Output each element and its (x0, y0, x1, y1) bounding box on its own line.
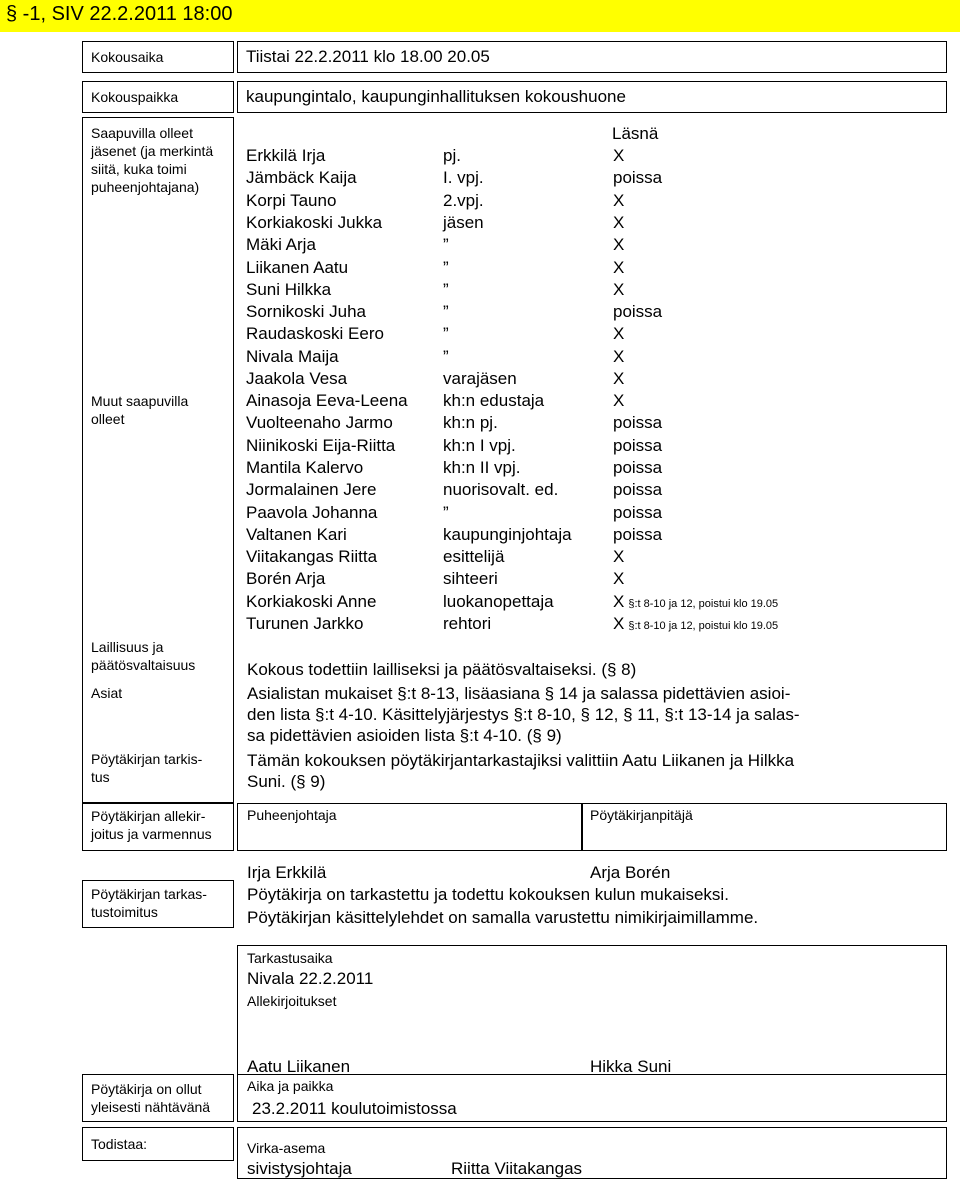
virka-asema-value: sivistysjohtaja (247, 1159, 352, 1178)
attendee-role: esittelijä (443, 547, 505, 567)
attendee-status (613, 168, 662, 188)
attendee-name: Valtanen Kari (246, 524, 347, 544)
attendee-note: §:t 8-10 ja 12, poistui klo 19.05 (628, 597, 779, 610)
label-allekirjoitus: Pöytäkirjan allekir- joitus ja varmennus (91, 808, 212, 842)
attendee-role: ” (443, 235, 449, 255)
tarkastus-line-2: Pöytäkirjan käsittelylehdet on samalla varustettu nimikirjaimillamme. (247, 908, 759, 927)
attendee-role: ” (443, 302, 449, 322)
attendee-role: kh:n II vpj. (443, 457, 521, 477)
attendee-name: Ainasoja Eeva-Leena (246, 391, 408, 410)
label-todistaa: Todistaa: (91, 1136, 148, 1152)
attendee-status (613, 146, 624, 166)
aika-ja-paikka-label: Aika ja paikka (247, 1078, 334, 1094)
attendee-role: jäsen (443, 212, 484, 232)
attendee-name: Erkkilä Irja (246, 146, 326, 165)
attendee-name: Liikanen Aatu (246, 257, 349, 277)
tarkastusaika-value: Nivala 22.2.2011 (247, 969, 374, 988)
attendee-status-value: X (613, 569, 625, 589)
attendee-role: 2.vpj. (443, 190, 484, 210)
attendee-status (613, 324, 624, 344)
tarkastaja-2-name: Hikka Suni (590, 1057, 672, 1076)
attendee-status (613, 191, 624, 211)
attendee-role: nuorisovalt. ed. (443, 480, 559, 500)
label-tarkastus: Pöytäkirjan tarkas- tustoimitus (91, 886, 207, 920)
attendee-name: Suni Hilkka (246, 279, 332, 299)
attendee-role: kh:n pj. (443, 413, 498, 433)
puheenjohtaja-name: Irja Erkkilä (247, 863, 327, 882)
attendee-status (613, 458, 662, 478)
attendee-status-value: X (613, 190, 625, 210)
todistaja-name: Riitta Viitakangas (451, 1159, 583, 1178)
attendee-role: rehtori (443, 614, 492, 633)
tarkastusaika-label: Tarkastusaika (247, 950, 333, 966)
attendee-status (613, 614, 778, 634)
attendee-role: I. vpj. (443, 168, 484, 188)
attendee-name: Turunen Jarkko (246, 614, 364, 633)
attendee-name: Vuolteenaho Jarmo (246, 413, 393, 433)
attendee-status-value: X (613, 547, 625, 567)
attendee-status-value: X (613, 257, 625, 277)
asiat-text: Asialistan mukaiset §:t 8-13, lisäasiana § 14 ja salassa pidettävien asioi- den lista §:t 4-10. Käsittelyjärjestys §:t 8-10, § 12, § 11, §:t 13-14 ja salas- sa pidettävien asioiden lista §:t 4-10. (§ 9) (247, 684, 800, 745)
attendee-status-value: X (613, 614, 625, 633)
laillisuus-text: Kokous todettiin lailliseksi ja päätösvaltaiseksi. (§ 8) (247, 660, 637, 679)
attendee-name: Borén Arja (246, 569, 326, 589)
attendee-status-value: X (613, 235, 625, 255)
document-header: § -1, SIV 22.2.2011 18:00 (6, 3, 233, 25)
attendee-name: Jormalainen Jere (246, 480, 377, 500)
attendance-header: Läsnä (612, 124, 659, 143)
attendee-status (613, 302, 662, 322)
label-tarkistus: Pöytäkirjan tarkis- tus (91, 751, 203, 785)
attendee-status (613, 391, 624, 411)
attendee-status (613, 369, 624, 389)
attendee-name: Paavola Johanna (246, 502, 378, 522)
attendee-status (613, 525, 662, 545)
attendee-name: Sornikoski Juha (246, 302, 367, 322)
attendee-status-value: X (613, 346, 625, 366)
attendee-status (613, 436, 662, 456)
puheenjohtaja-label: Puheenjohtaja (247, 807, 337, 823)
tarkastus-box (237, 945, 947, 1075)
attendee-status-value: poissa (613, 502, 663, 522)
attendee-role: varajäsen (443, 369, 517, 388)
attendee-role: pj. (443, 146, 461, 165)
attendee-role: kh:n edustaja (443, 391, 545, 410)
attendee-name: Korpi Tauno (246, 190, 337, 210)
label-kokouspaikka: Kokouspaikka (91, 89, 179, 105)
attendee-status (613, 280, 624, 300)
attendee-status-value: poissa (613, 302, 663, 322)
attendee-name: Jämbäck Kaija (246, 168, 357, 188)
attendee-name: Raudaskoski Eero (246, 324, 384, 344)
attendee-note: §:t 8-10 ja 12, poistui klo 19.05 (628, 620, 779, 632)
attendee-status (613, 592, 778, 612)
attendee-status-value: X (613, 591, 625, 611)
header-bar (0, 0, 960, 32)
attendee-status (613, 503, 662, 523)
attendee-status (613, 569, 624, 589)
attendee-name: Nivala Maija (246, 346, 339, 366)
attendee-status-value: poissa (613, 435, 663, 455)
attendee-status-value: poissa (613, 413, 663, 433)
attendee-role: ” (443, 279, 449, 299)
meeting-place: kaupungintalo, kaupunginhallituksen kokoushuone (246, 87, 626, 106)
attendee-status-value: poissa (613, 168, 663, 188)
attendee-status-value: X (613, 212, 625, 232)
attendee-name: Niinikoski Eija-Riitta (246, 435, 396, 455)
attendee-status (613, 235, 624, 255)
label-laillisuus: Laillisuus ja päätösvaltaisuus (91, 639, 196, 673)
tarkastaja-1-name: Aatu Liikanen (247, 1057, 351, 1076)
attendee-status-value: poissa (613, 457, 663, 477)
attendee-name: Viitakangas Riitta (246, 547, 378, 567)
attendee-status-value: X (613, 391, 625, 410)
attendee-status (613, 258, 624, 278)
attendee-role: luokanopettaja (443, 591, 554, 611)
attendee-status-value: X (613, 146, 625, 165)
attendee-status (613, 413, 662, 433)
attendee-role: ” (443, 346, 449, 366)
attendee-status (613, 347, 624, 367)
attendee-role: ” (443, 257, 449, 277)
attendee-role: sihteeri (443, 569, 498, 589)
attendee-status (613, 213, 624, 233)
attendee-status-value: X (613, 324, 625, 344)
aika-ja-paikka-value: 23.2.2011 koulutoimistossa (252, 1099, 457, 1118)
attendee-status-value: X (613, 369, 625, 388)
attendee-role: ” (443, 502, 449, 522)
attendee-name: Jaakola Vesa (246, 369, 348, 388)
attendee-name: Korkiakoski Anne (246, 591, 377, 611)
attendee-role: kh:n I vpj. (443, 435, 516, 455)
attendee-status-value: poissa (613, 524, 663, 544)
label-kokousaika: Kokousaika (91, 49, 164, 65)
attendee-name: Mantila Kalervo (246, 457, 364, 477)
allekirjoitukset-label: Allekirjoitukset (247, 993, 337, 1009)
attendee-status (613, 480, 662, 500)
tarkistus-text: Tämän kokouksen pöytäkirjantarkastajiksi valittiin Aatu Liikanen ja Hilkka Suni. (§ 9) (247, 751, 795, 791)
attendee-status (613, 547, 624, 567)
label-nahtavana: Pöytäkirja on ollut yleisesti nähtävänä (91, 1081, 211, 1115)
label-muut: Muut saapuvilla olleet (91, 393, 189, 427)
label-asiat: Asiat (91, 685, 123, 701)
attendee-role: ” (443, 324, 449, 344)
meeting-time: Tiistai 22.2.2011 klo 18.00 20.05 (246, 47, 490, 66)
attendee-name: Mäki Arja (246, 235, 316, 255)
attendee-status-value: X (613, 279, 625, 299)
attendee-name: Korkiakoski Jukka (246, 212, 383, 232)
attendee-status-value: poissa (613, 480, 663, 500)
tarkastus-line-1: Pöytäkirja on tarkastettu ja todettu kokouksen kulun mukaiseksi. (247, 885, 729, 904)
virka-asema-label: Virka-asema (247, 1140, 326, 1156)
label-saapuvilla: Saapuvilla olleet jäsenet (ja merkintä siitä, kuka toimi puheenjohtajana) (91, 125, 214, 195)
poytakirjanpitaja-label: Pöytäkirjanpitäjä (590, 807, 693, 823)
attendee-role: kaupunginjohtaja (443, 524, 572, 544)
poytakirjanpitaja-name: Arja Borén (590, 863, 671, 882)
